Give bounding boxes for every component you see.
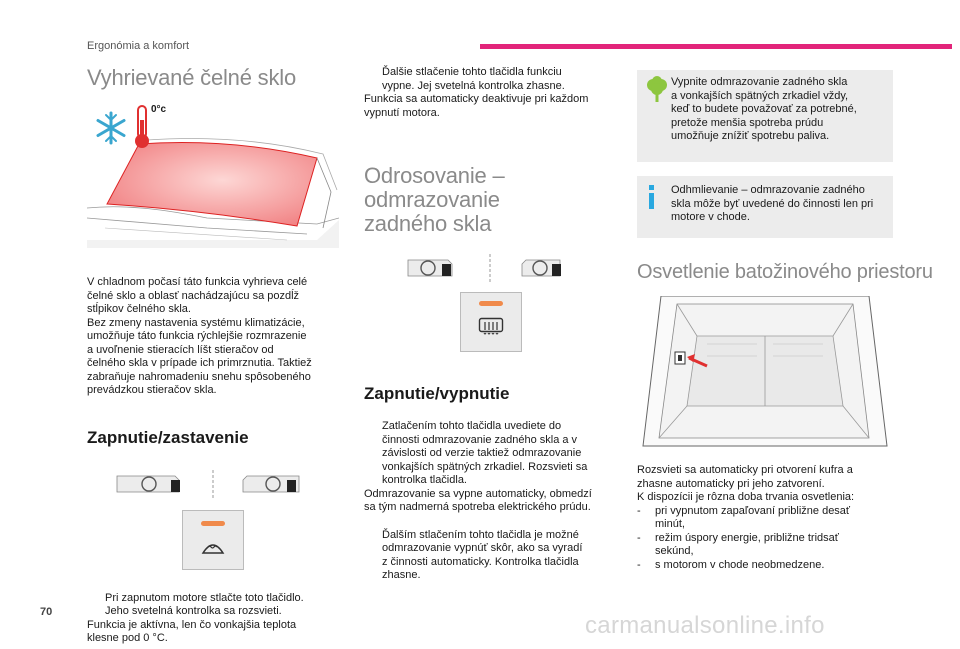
bullet-line: Pri zapnutom motore stlačte toto tlačidlo. bbox=[105, 591, 304, 604]
bullet-item bbox=[87, 592, 339, 619]
bullet-line: vypne. Jej svetelná kontrolka zhasne. bbox=[382, 79, 565, 92]
intro-paragraph bbox=[87, 276, 339, 398]
intro-line: prevádzkou stieračov skla. bbox=[87, 384, 217, 396]
bullet-arrow-icon bbox=[364, 420, 382, 488]
list-item bbox=[637, 505, 893, 532]
tip-line: keď to budete považovať za potrebné, bbox=[671, 103, 857, 115]
list-line: sekúnd, bbox=[655, 545, 694, 557]
subtitle-on-off-rear: Zapnutie/vypnutie bbox=[364, 384, 510, 403]
bullet-item bbox=[364, 66, 618, 93]
list-item bbox=[637, 559, 893, 573]
eco-tip-text bbox=[671, 76, 857, 152]
list-line: minút, bbox=[655, 518, 685, 530]
watermark: carmanualsonline.info bbox=[585, 612, 825, 639]
eco-tip-box bbox=[637, 70, 893, 162]
intro-line: čelné sklo a oblasť nachádzajúcu sa pozdĺž bbox=[87, 289, 300, 302]
list-item bbox=[637, 532, 893, 559]
bullet-arrow-icon bbox=[364, 529, 382, 583]
bullet-line: zhasne. bbox=[382, 569, 421, 581]
header-accent-bar bbox=[480, 44, 952, 49]
intro-line: zabraňuje nahromadeniu snehu spôsobeného bbox=[87, 370, 311, 383]
bullet-line: odmrazovanie vypnúť skôr, ako sa vyradí bbox=[382, 542, 583, 554]
bullet-line: Jeho svetelná kontrolka sa rozsvieti. bbox=[105, 605, 282, 617]
rear-demist-indicator-led bbox=[479, 301, 503, 306]
boot-illustration bbox=[637, 296, 893, 456]
info-icon bbox=[645, 184, 671, 228]
body-line: vypnutí motora. bbox=[364, 106, 440, 119]
column-rear-demist bbox=[364, 66, 618, 583]
bullet-line: Ďalším stlačením tohto tlačidla je možné bbox=[382, 528, 579, 541]
bullet-line: Ďalšie stlačenie tohto tlačidla funkciu bbox=[382, 66, 562, 78]
bullet-item bbox=[364, 420, 618, 488]
tip-line: Vypnite odmrazovanie zadného skla bbox=[671, 76, 848, 88]
dash-marker: - bbox=[637, 531, 641, 544]
column-heated-windscreen bbox=[87, 64, 339, 646]
body-line: K dispozícii je rôzna doba trvania osvetlenia: bbox=[637, 491, 855, 503]
section-title-rear-demist bbox=[364, 164, 618, 236]
tip-line: umožňuje znížiť spotrebu paliva. bbox=[671, 130, 830, 142]
bullet-item bbox=[364, 529, 618, 583]
intro-line: a uvoľnenie stieracích líšt stieračov od bbox=[87, 343, 274, 356]
info-note-text bbox=[671, 184, 873, 228]
body-line: Funkcia je aktívna, len čo vonkajšia teplota bbox=[87, 618, 297, 631]
heated-windscreen-indicator-led bbox=[201, 521, 225, 526]
bullet-arrow-icon bbox=[364, 66, 382, 93]
header-section-label: Ergonómia a komfort bbox=[87, 40, 190, 52]
steering-control-figure-2 bbox=[364, 250, 616, 284]
rear-demist-button[interactable] bbox=[478, 317, 504, 337]
list-line: s motorom v chode neobmedzene. bbox=[655, 558, 825, 571]
title-line: zadného skla bbox=[364, 211, 492, 236]
tip-line: pretože menšia spotreba prúdu bbox=[671, 116, 824, 129]
page-number: 70 bbox=[40, 606, 53, 618]
intro-line: stĺpikov čelného skla. bbox=[87, 303, 191, 315]
on-off-instructions bbox=[87, 592, 339, 646]
section-title-heated-windscreen: Vyhrievané čelné sklo bbox=[87, 65, 296, 90]
list-line: režim úspory energie, približne tridsať bbox=[655, 531, 839, 544]
dash-marker: - bbox=[637, 504, 641, 517]
info-note-box bbox=[637, 176, 893, 238]
bullet-line: závislosti od verzie taktiež odmrazovanie bbox=[382, 447, 582, 459]
windscreen-illustration bbox=[87, 100, 339, 248]
heated-windscreen-off-instructions bbox=[364, 66, 618, 120]
bullet-line: činnosti odmrazovanie zadného skla a v bbox=[382, 433, 578, 446]
heated-windscreen-button[interactable] bbox=[201, 537, 225, 555]
body-line: klesne pod 0 °C. bbox=[87, 632, 168, 644]
bullet-line: vonkajších spätných zrkadiel. Rozsvieti sa bbox=[382, 460, 588, 473]
eco-leaf-icon bbox=[645, 76, 671, 152]
rear-demist-button-panel bbox=[460, 292, 522, 352]
intro-line: V chladnom počasí táto funkcia vyhrieva celé bbox=[87, 276, 308, 288]
heated-windscreen-button-panel bbox=[182, 510, 244, 570]
tip-line: a vonkajších spätných zrkadiel vždy, bbox=[671, 89, 849, 102]
steering-control-figure-1 bbox=[87, 466, 339, 500]
intro-line: Bez zmeny nastavenia systému klimatizácie, bbox=[87, 316, 305, 329]
boot-interior-drawing bbox=[637, 296, 893, 456]
intro-line: čelného skla v prípade ich primrznutia. Taktiež bbox=[87, 357, 312, 369]
title-line: Odrosovanie – odmrazovanie bbox=[364, 163, 505, 212]
section-title-boot-light: Osvetlenie batožinového priestoru bbox=[637, 261, 933, 283]
list-line: pri vypnutom zapaľovaní približne desať bbox=[655, 504, 851, 517]
bullet-line: Zatlačením tohto tlačidla uvediete do bbox=[382, 420, 562, 432]
heated-windscreen-icon bbox=[201, 537, 225, 555]
body-line: zhasne automaticky pri jeho zatvorení. bbox=[637, 477, 825, 490]
intro-line: umožňuje táto funkcia rýchlejšie rozmrazenie bbox=[87, 330, 307, 342]
bullet-line: kontrolka tlačidla. bbox=[382, 474, 467, 486]
boot-light-text bbox=[637, 464, 893, 572]
body-line: Rozsvieti sa automaticky pri otvorení kufra a bbox=[637, 464, 853, 476]
dash-marker: - bbox=[637, 558, 641, 571]
note-line: skla môže byť uvedené do činnosti len pri bbox=[671, 197, 874, 210]
rear-demist-instructions bbox=[364, 420, 618, 583]
snowflake-icon bbox=[93, 110, 129, 146]
body-line: Funkcia sa automaticky deaktivuje pri každom bbox=[364, 93, 589, 105]
bullet-line: z činnosti automaticky. Kontrolka tlačidla bbox=[382, 555, 579, 568]
note-line: Odhmlievanie – odmrazovanie zadného bbox=[671, 184, 865, 196]
rear-demist-icon bbox=[478, 317, 504, 337]
bullet-arrow-icon bbox=[87, 592, 105, 619]
note-line: motore v chode. bbox=[671, 211, 750, 223]
temperature-label: 0°c bbox=[151, 104, 167, 115]
column-notes-and-boot-light bbox=[637, 70, 933, 572]
body-line: Odmrazovanie sa vypne automaticky, obmedzí bbox=[364, 487, 592, 500]
body-line: sa tým nadmerná spotreba elektrického prúdu. bbox=[364, 501, 591, 513]
subtitle-on-off: Zapnutie/zastavenie bbox=[87, 427, 249, 447]
thermometer-icon bbox=[133, 104, 151, 150]
